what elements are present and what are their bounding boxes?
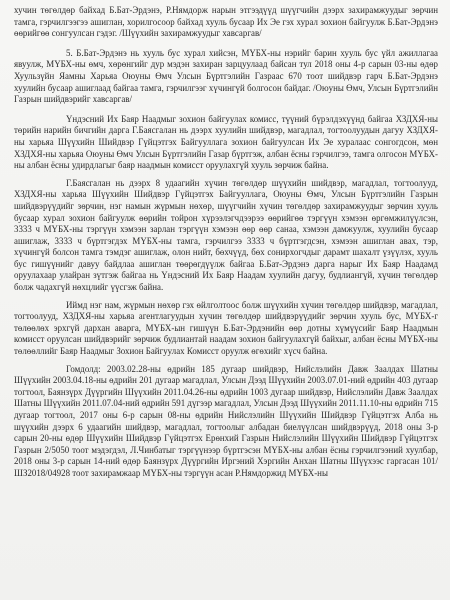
- paragraph-4: Г.Баясгалан нь дээрх 8 удаагийн хүчин төгөлдөр шүүхийн шийдвэр, магадлал, тогтоолууд, ХЗДХЯ-ны харьяа Шүүхийн Шийдвэр Гүйцэтгэх Байгууллага, Оюуны Өмч, Улсын Бүртгэлийн Газрын шийдвэрүүдийг зөрчин, нэг намын жүрмын нөхөр, шүүгчийн хүчин төгөлдөр захирамжуудыг зөрчин хууль бусаар хурал зохион байгуулж өөрийн тойрон хүрээлэгчдээрээ өөрийгөө тэргүүн хэмээн өргөмжилүүлсэн, 3333 ч МҮБХ-ны тэргүүн хэмээн зарлан тэргүүн хэмээн өөр өөр санаа, хэмээн дамжуулж, хуулийн бусаар ашиглаж, 3333 ч бүртгэгдэх МҮБХ-ны тамга, гэрчилгээ 3333 ч бүртгэгдсэн, хэмээн ашиглан авах, тэр, хүчингүй болсон тамга тэмдэг ашиглаж, олон нийт, бөхчүүд, бөх сонирхогчдыг дарамт шахалт үзүүлэх, хууль бус гишүүнийг давуу байдлаа ашиглан төөрөгдүүлж байгаа Б.Бат-Эрдэнэ дарга нарыг Их Баяр Наадамд оруулахаар улайран зүтгэж байгаа нь Үндэсний Их Баяр Наадам хуулийн дагуу, будлиангүй, хүчин төгөлдөр болж чадахгүй нөхцлийг үүсгэж байна.: [14, 177, 438, 293]
- paragraph-3: Үндэсний Их Баяр Наадмыг зохион байгуулах комисс, түүний бүрэлдэхүүнд байгаа ХЗДХЯ-ны төрийн нарийн бичгийн дарга Г.Баясгалан нь дээрх хуулийн шийдвэр, магадлал, тогтоолуудын дагуу ХЗДХЯ-ны харьяа Шүүхийн Шийдвэр Гүйцэтгэх Байгууллага зохион байгуулсан Их Эе хуралаас сонгогдсон, мөн ХЗДХЯ-ны харьяа Оюуны Өмч Улсын Бүртгэлийн Газар бүртгэж, албан ёсны гэрчилгээ, тамга олгосон МҮБХ-ны албан ёсны удирдлагыг баяр наадмын комисст оруулахгүй хууль зөрчиж байна.: [14, 113, 438, 171]
- paragraph-1: хучин төгөлдөр байхад Б.Бат-Эрдэнэ, Р.Нямдорж нарын этгээдүүд шүүгчийн дээрх захирамжуудыг зөрчин тамга, гэрчилгээгээ ашиглан, хорилгосоор байхад хууль бусаар Их Эе гэх хурал зохион байгуулж Б.Бат-Эрдэнэ өөрийгөө сонгуулсан гэдэг. /Шүүхийн захирамжуудыг хавсаргав/: [14, 5, 438, 39]
- paragraph-2: 5. Б.Бат-Эрдэнэ нь хууль бус хурал хийсэн, МҮБХ-ны нэрийг барин хууль бус үйл ажиллагаа явуулж, МҮБХ-ны өмч, хөрөнгийг дур мэдэн захиран зарцуулаад байсан тул 2018 оны 4-р сарын 03-ны өдөр Хуульзүйн Яамны Харьяа Оюуны Өмч Улсын Бүртгэлийн Газраас 670 тоот шийдвэр гарч Б.Бат-Эрдэнэ хуулийн бусаар ашиглаад байгаа тамга, гэрчилгээг хүчингүй болгосон байдаг. /Оюуны Өмч, Улсын Бүртгэлийн Газрын шийдвэрийг хавсаргав/: [14, 47, 438, 105]
- paragraph-6: Гомдолд: 2003.02.28-ны өдрийн 185 дугаар шийдвэр, Нийслэлийн Давж Заалдах Шатны Шүүхийн 2003.04.18-ны өдрийн 201 дугаар магадлал, Улсын Дээд Шүүхийн 2003.07.01-ний өдрийн 403 дугаар тогтоол, Баянзүрх Дүүргийн Шүүхийн 2011.04.26-ны өдрийн 1003 дугаар шийдвэр, Нийслэлийн Давж Заалдах Шатны Шүүхийн 2011.07.04-ний өдрийн 591 дүгээр магадлал, Улсын Дээд Шүүхийн 2011.11.10-ны өдрийн 715 дугаар тогтоол, 2017 оны 6-р сарын 08-ны өдрийн Нийслэлийн Шүүхийн Шийдвэр Гүйцэтгэх Алба нь шүүхийн дээрх 6 удаагийн шийдвэр, магадлал, тогтоолыг албадан биелүүлсан шийдвэрүүд, 2018 оны 3-р сарын 20-ны өдөр Шүүхийн Шийдвэр Гүйцэтгэх Ерөнхий Газрын Нийслэлийн Шүүхийн Шийдвэр Гүйцэтгэх Газрын 2/5050 тоот мэдэгдэл, Л.Чинбатыг тэргүүнээр бүртгэсэн МҮБХ-ны албан ёсны гэрчилгээний хуулбар, 2018 оны 3-р сарын 14-ний өдөр Баянзүрх Дүүргийн Иргэний Хэргийн Анхан Шатны Шүүхээс гаргасан 101/ШЗ2018/04928 тоот захирамжаар МҮБХ-ны тэргүүн асан Р.Нямдоржид МҮБХ-ны: [14, 363, 438, 478]
- paragraph-5: Иймд нэг нам, жүрмын нөхөр гэх өйлголтоос болж шүүхийн хүчин төгөлдөр шийдвэр, магадлал, тогтоолууд, ХЗДХЯ-ны харьяа агентлагуудын хүчин төгөлдөр шийдвэрүүдийг зөрчин хууль бус, МҮБХ-г төлөөлөх эрхгүй дархан аварга, МҮБХ-ын гишүүн Б.Бат-Эрдэнийн өөр дотны хүмүүсийг Баяр Наадмын комисст оруулсан шийдвэрийг зөрчиж будлиантай наадам зохион байгуулахгүй байхыг, албан ёсны МҮБХ-ны төлөөллийг Баяр Наадмыг Зохион Байгуулах Комисст оруулж өгөхийг хүсч байна.: [14, 299, 438, 357]
